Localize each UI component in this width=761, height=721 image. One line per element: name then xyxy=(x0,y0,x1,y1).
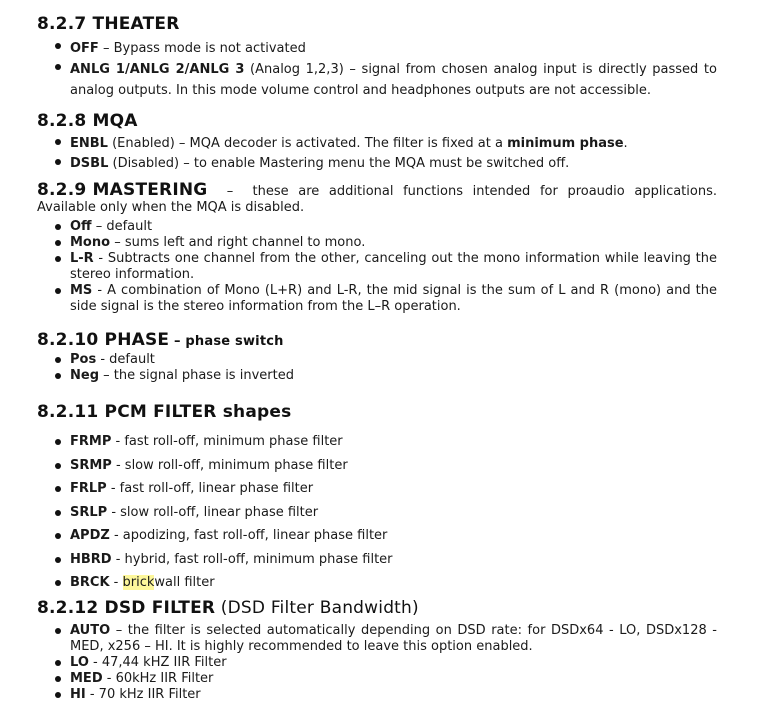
option-key: SRLP xyxy=(70,504,108,520)
option-description: – default xyxy=(91,219,153,234)
option-key: OFF xyxy=(70,41,99,56)
section-heading: 8.2.11 PCM FILTER shapes xyxy=(37,402,292,422)
section-heading xyxy=(37,330,717,350)
option-description: - default xyxy=(96,352,155,367)
bullet-list xyxy=(37,352,717,384)
bullet-list xyxy=(37,430,717,595)
option-description: (Disabled) – to enable Mastering menu the MQA must be switched off. xyxy=(108,156,570,171)
option-key: Off xyxy=(70,219,92,234)
option-description: (Analog 1,2,3) – signal from chosen analog input is directly passed to analog outputs. In this mode volume control and headphones outputs are not accessible. xyxy=(70,62,717,98)
option-description: wall filter xyxy=(154,575,215,590)
section-heading xyxy=(37,598,717,618)
section-heading: 8.2.9 MASTERING xyxy=(37,180,208,200)
option-key: HBRD xyxy=(70,551,112,567)
bullet-list xyxy=(37,219,717,315)
list-item xyxy=(37,368,717,384)
option-key: FRMP xyxy=(70,434,112,449)
list-item xyxy=(37,352,717,368)
list-item xyxy=(37,623,717,655)
list-item xyxy=(37,571,717,595)
section-dsd-filter xyxy=(37,598,717,703)
section-mqa xyxy=(37,111,717,174)
list-item xyxy=(37,219,717,235)
list-item xyxy=(37,283,717,315)
option-description: - slow roll-off, linear phase filter xyxy=(107,504,319,520)
bullet-list xyxy=(37,38,717,101)
option-description: – sums left and right channel to mono. xyxy=(110,235,366,250)
option-description: - 60kHz IIR Filter xyxy=(102,671,214,686)
option-key: AUTO xyxy=(70,623,111,638)
section-heading: 8.2.7 THEATER xyxy=(37,14,180,34)
option-key: Mono xyxy=(70,235,111,250)
option-description: – the filter is selected automatically depending on DSD rate: for DSDx64 - LO, DSDx128 - MED, x256 – HI. It is highly recommended to leave this option enabled. xyxy=(70,623,717,654)
option-description: - fast roll-off, linear phase filter xyxy=(106,481,314,496)
punctuation: . xyxy=(623,136,628,151)
option-key: LO xyxy=(70,655,89,670)
list-item xyxy=(37,38,717,59)
option-description: (Enabled) – MQA decoder is activated. The filter is fixed at a xyxy=(107,136,508,151)
option-key: ANLG 1/ANLG 2/ANLG 3 xyxy=(70,62,245,77)
section-intro xyxy=(37,182,717,216)
list-item xyxy=(37,134,717,154)
bullet-list xyxy=(37,623,717,703)
heading-suffix: (DSD Filter Bandwidth) xyxy=(215,598,419,618)
option-description: - slow roll-off, minimum phase filter xyxy=(111,457,348,473)
option-key: SRMP xyxy=(70,457,112,473)
highlighted-text: brick xyxy=(122,575,155,590)
option-description: – the signal phase is inverted xyxy=(99,368,294,383)
section-heading: 8.2.8 MQA xyxy=(37,111,138,131)
section-phase xyxy=(37,330,717,384)
list-item xyxy=(37,59,717,101)
option-key: ENBL xyxy=(70,136,108,151)
list-item xyxy=(37,454,717,478)
list-item xyxy=(37,671,717,687)
option-key: FRLP xyxy=(70,481,107,496)
list-item xyxy=(37,235,717,251)
section-mastering xyxy=(37,182,717,315)
option-key: DSBL xyxy=(70,156,109,171)
option-description: - 47,44 kHZ IIR Filter xyxy=(88,655,227,670)
list-item xyxy=(37,430,717,454)
option-key: Neg xyxy=(70,368,100,383)
option-description: – Bypass mode is not activated xyxy=(98,41,306,56)
list-item xyxy=(37,548,717,572)
option-key: APDZ xyxy=(70,528,110,543)
list-item xyxy=(37,501,717,525)
list-item xyxy=(37,154,717,174)
list-item xyxy=(37,477,717,501)
option-description: - fast roll-off, minimum phase filter xyxy=(111,434,343,449)
option-key: BRCK xyxy=(70,575,110,590)
list-item xyxy=(37,687,717,703)
intro-text: – these are additional functions intended for proaudio applications. xyxy=(207,184,717,199)
intro-text-continued: Available only when the MQA is disabled. xyxy=(37,200,305,215)
option-key: MED xyxy=(70,671,103,686)
section-pcm-filter xyxy=(37,402,717,595)
option-description: - 70 kHz IIR Filter xyxy=(85,687,201,702)
option-key: MS xyxy=(70,283,93,298)
emphasis-text: minimum phase xyxy=(507,136,624,151)
separator: - xyxy=(109,575,123,590)
heading-title: 8.2.12 DSD FILTER xyxy=(37,598,216,618)
option-description: - A combination of Mono (L+R) and L-R, the mid signal is the sum of L and R (mono) and the side signal is the stereo information from the L–R operation. xyxy=(70,283,717,314)
heading-suffix: – phase switch xyxy=(169,334,284,349)
option-description: - Subtracts one channel from the other, canceling out the mono information while leaving the stereo information. xyxy=(70,251,717,282)
list-item xyxy=(37,524,717,548)
section-theater xyxy=(37,14,717,101)
option-description: - apodizing, fast roll-off, linear phase filter xyxy=(109,528,388,543)
option-key: L-R xyxy=(70,251,94,266)
option-key: Pos xyxy=(70,352,97,367)
list-item xyxy=(37,251,717,283)
list-item xyxy=(37,655,717,671)
heading-title: 8.2.10 PHASE xyxy=(37,330,170,350)
option-key: HI xyxy=(70,687,86,702)
option-description: - hybrid, fast roll-off, minimum phase filter xyxy=(111,551,393,567)
bullet-list xyxy=(37,134,717,174)
